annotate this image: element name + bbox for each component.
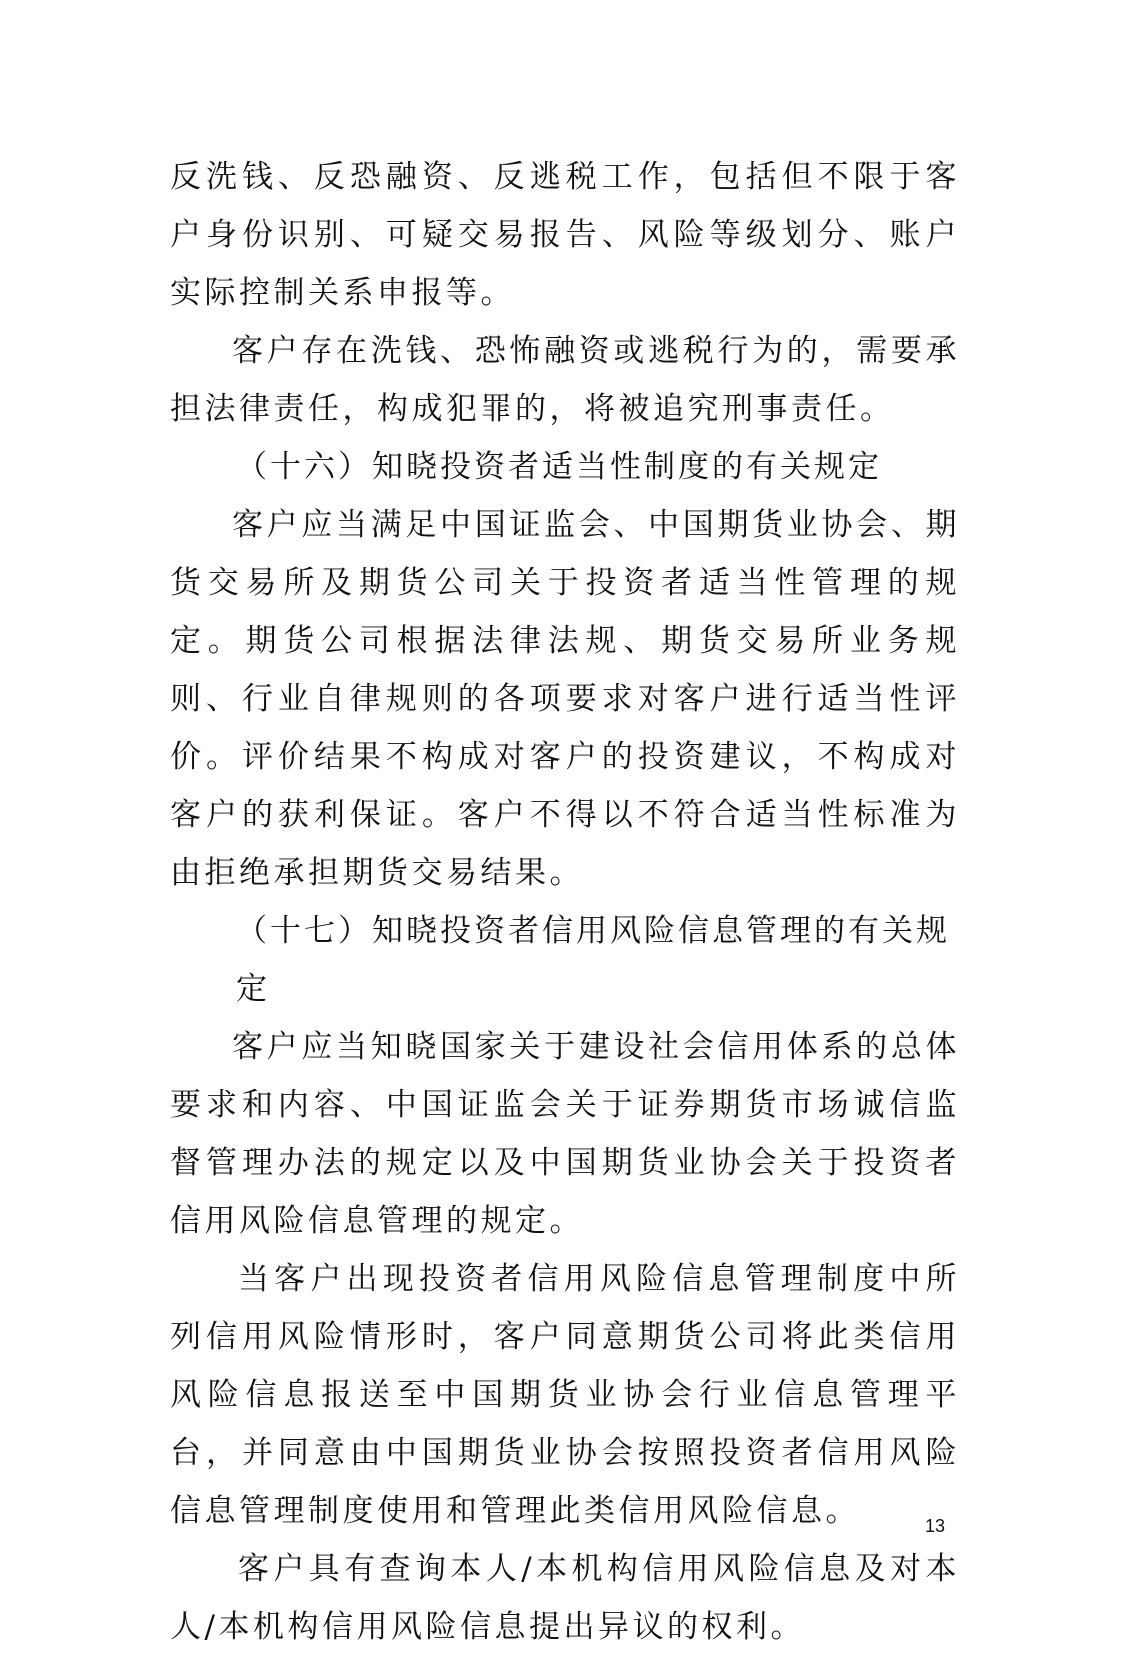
paragraph-query-rights: 客户具有查询本人/本机构信用风险信息及对本人/本机构信用风险信息提出异议的权利。	[170, 1551, 960, 1645]
paragraph-aml-continuation: 反洗钱、反恐融资、反逃税工作，包括但不限于客户身份识别、可疑交易报告、风险等级划分、账户实际控制关系申报等。	[170, 159, 960, 311]
section-heading-16: （十六）知晓投资者适当性制度的有关规定	[236, 449, 882, 485]
paragraph-legal-liability: 客户存在洗钱、恐怖融资或逃税行为的，需要承担法律责任，构成犯罪的，将被追究刑事责任。	[170, 333, 960, 427]
paragraph-credit-reporting: 当客户出现投资者信用风险信息管理制度中所列信用风险情形时，客户同意期货公司将此类信用风险信息报送至中国期货业协会行业信息管理平台，并同意由中国期货业协会按照投资者信用风险信息管理制度使用和管理此类信用风险信息。	[170, 1261, 960, 1529]
page-number: 13	[925, 1516, 946, 1536]
section-heading-17: （十七）知晓投资者信用风险信息管理的有关规定	[236, 913, 950, 1007]
paragraph-suitability: 客户应当满足中国证监会、中国期货业协会、期货交易所及期货公司关于投资者适当性管理的规定。期货公司根据法律法规、期货交易所业务规则、行业自律规则的各项要求对客户进行适当性评价。评价结果不构成对客户的投资建议，不构成对客户的获利保证。客户不得以不符合适当性标准为由拒绝承担期货交易结果。	[170, 507, 960, 891]
paragraph-credit-system: 客户应当知晓国家关于建设社会信用体系的总体要求和内容、中国证监会关于证券期货市场诚信监督管理办法的规定以及中国期货业协会关于投资者信用风险信息管理的规定。	[170, 1029, 960, 1239]
document-page	[170, 148, 960, 1656]
